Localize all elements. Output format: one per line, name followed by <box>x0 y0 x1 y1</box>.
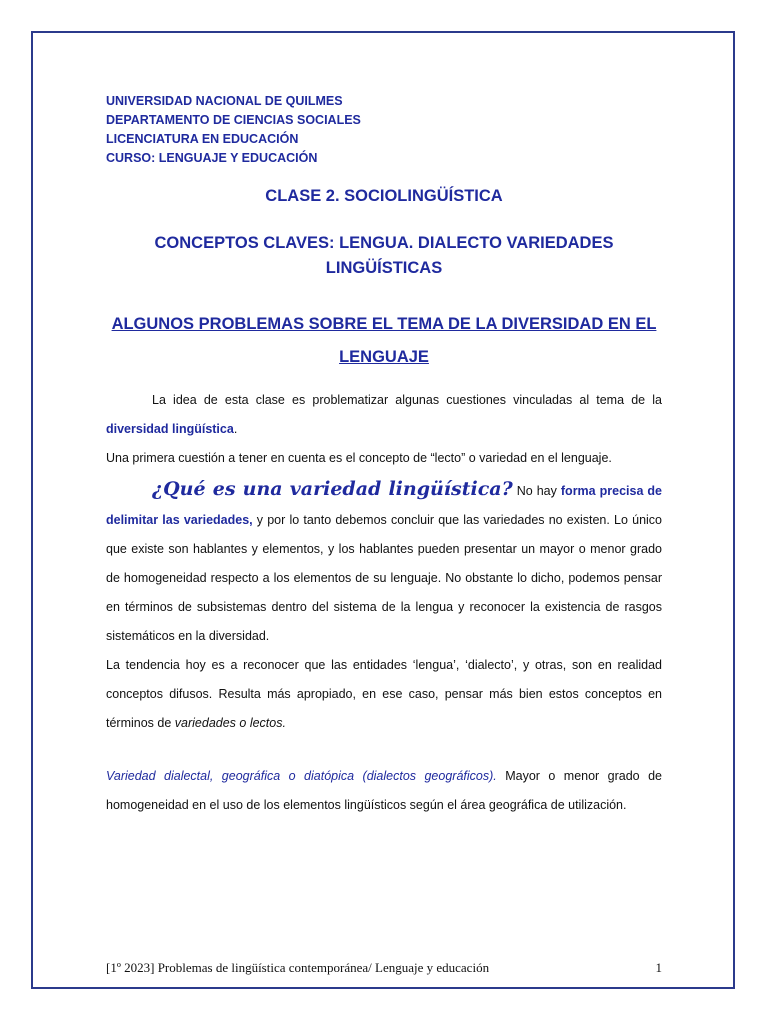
lecto-text: Una primera cuestión a tener en cuenta es el concepto de “lecto” o variedad en el lenguaje. <box>106 451 612 465</box>
header-department: DEPARTAMENTO DE CIENCIAS SOCIALES <box>106 113 361 127</box>
paragraph-intro <box>106 386 662 444</box>
document-content <box>106 92 662 820</box>
header-degree: LICENCIATURA EN EDUCACIÓN <box>106 132 299 146</box>
conceptos-title-line1: CONCEPTOS CLAVES: LENGUA. DIALECTO VARIEDADES <box>154 234 614 252</box>
section-heading-line1: ALGUNOS PROBLEMAS SOBRE EL TEMA DE LA DIVERSIDAD EN EL <box>111 315 657 333</box>
variedad-highlight: forma precisa de delimitar las variedades, <box>106 484 662 527</box>
question-heading: ¿Qué es una variedad lingüística? <box>152 478 513 500</box>
intro-end: . <box>233 422 238 436</box>
section-heading <box>106 308 662 374</box>
clase-title: CLASE 2. SOCIOLINGÜÍSTICA <box>265 187 503 205</box>
conceptos-title-line2: LINGÜÍSTICAS <box>325 259 443 277</box>
dialectal-highlight: Variedad dialectal, geográfica o diatópica (dialectos geográficos). <box>106 769 497 783</box>
paragraph-variedad <box>106 475 662 651</box>
variedad-text-a: No hay <box>512 484 561 498</box>
paragraph-lecto <box>106 444 662 473</box>
header-university: UNIVERSIDAD NACIONAL DE QUILMES <box>106 94 343 108</box>
paragraph-tendencia <box>106 651 662 738</box>
intro-highlight: diversidad lingüística <box>106 422 234 436</box>
page-footer <box>106 960 662 976</box>
section-heading-line2: LENGUAJE <box>339 348 429 366</box>
page-number: 1 <box>655 960 662 975</box>
tendencia-italic: variedades o lectos. <box>174 716 286 730</box>
footer-text: [1º 2023] Problemas de lingüística contemporánea/ Lenguaje y educación <box>106 960 490 975</box>
tendencia-text: La tendencia hoy es a reconocer que las entidades ‘lengua’, ‘dialecto’, y otras, son en realidad conceptos difusos. Resulta más apropiado, en ese caso, pensar más bien estos conceptos en términos de <box>106 658 662 730</box>
header-course: CURSO: LENGUAJE Y EDUCACIÓN <box>106 151 318 165</box>
dialectal-text: Mayor o menor grado de homogeneidad en el uso de los elementos lingüísticos según el área geográfica de utilización. <box>106 769 662 812</box>
paragraph-dialectal <box>106 762 662 820</box>
intro-text: La idea de esta clase es problematizar algunas cuestiones vinculadas al tema de la <box>152 393 662 407</box>
variedad-text-b: y por lo tanto debemos concluir que las variedades no existen. Lo único que existe son hablantes y elementos, y los hablantes pueden presentar un mayor o menor grado de homogeneidad respecto a los elementos de su lenguaje. No obstante lo dicho, podemos pensar en términos de subsistemas dentro del sistema de la lengua y reconocer la existencia de rasgos sistemáticos en la diversidad. <box>106 513 662 643</box>
conceptos-title <box>106 231 662 281</box>
document-header <box>106 92 662 168</box>
